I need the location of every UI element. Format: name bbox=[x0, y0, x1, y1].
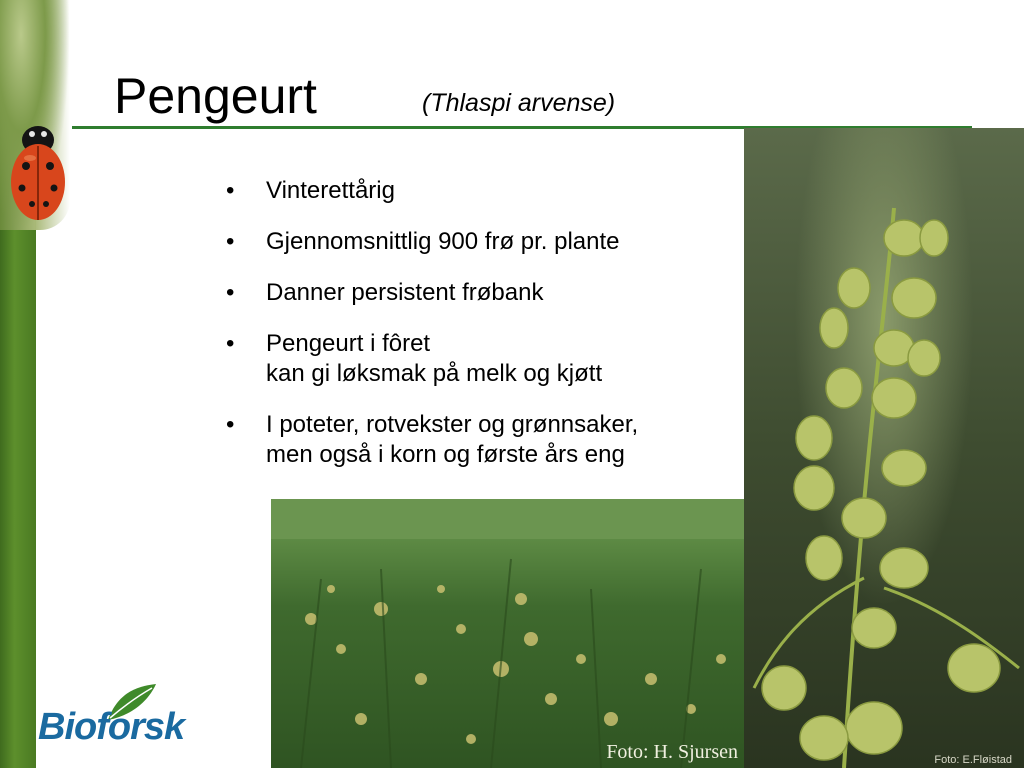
ladybug-icon bbox=[8, 118, 66, 222]
bioforsk-logo bbox=[38, 682, 198, 762]
bullet-icon: • bbox=[226, 279, 235, 306]
bullet-icon: • bbox=[226, 411, 235, 438]
bullet-text: I poteter, rotvekster og grønnsaker, bbox=[266, 411, 639, 438]
photo-credit: Foto: E.Fløistad bbox=[934, 754, 1012, 766]
bullet-icon: • bbox=[226, 330, 235, 357]
photo-credit: Foto: H. Sjursen bbox=[606, 741, 738, 763]
bullet-text: Vinterettårig bbox=[266, 177, 395, 204]
page-subtitle: (Thlaspi arvense) bbox=[422, 89, 616, 117]
bullet-list bbox=[226, 176, 726, 491]
field-photo bbox=[271, 499, 744, 768]
bullet-text: Gjennomsnittlig 900 frø pr. plante bbox=[266, 228, 620, 255]
page-title: Pengeurt bbox=[114, 68, 317, 124]
plant-photo bbox=[744, 128, 1024, 768]
list-item bbox=[226, 278, 726, 308]
list-item bbox=[226, 176, 726, 206]
list-item bbox=[226, 227, 726, 257]
bullet-text-continued: men også i korn og første års eng bbox=[266, 441, 625, 468]
logo-text: Bioforsk bbox=[38, 706, 185, 748]
bullet-icon: • bbox=[226, 228, 235, 255]
list-item bbox=[226, 410, 726, 470]
field-flowers-graphic bbox=[271, 499, 744, 768]
bullet-text: Danner persistent frøbank bbox=[266, 279, 544, 306]
bullet-text: Pengeurt i fôret bbox=[266, 330, 431, 357]
list-item bbox=[226, 329, 726, 389]
bullet-icon: • bbox=[226, 177, 235, 204]
bullet-text-continued: kan gi løksmak på melk og kjøtt bbox=[266, 360, 603, 387]
pennycress-plant-graphic bbox=[744, 128, 1024, 768]
